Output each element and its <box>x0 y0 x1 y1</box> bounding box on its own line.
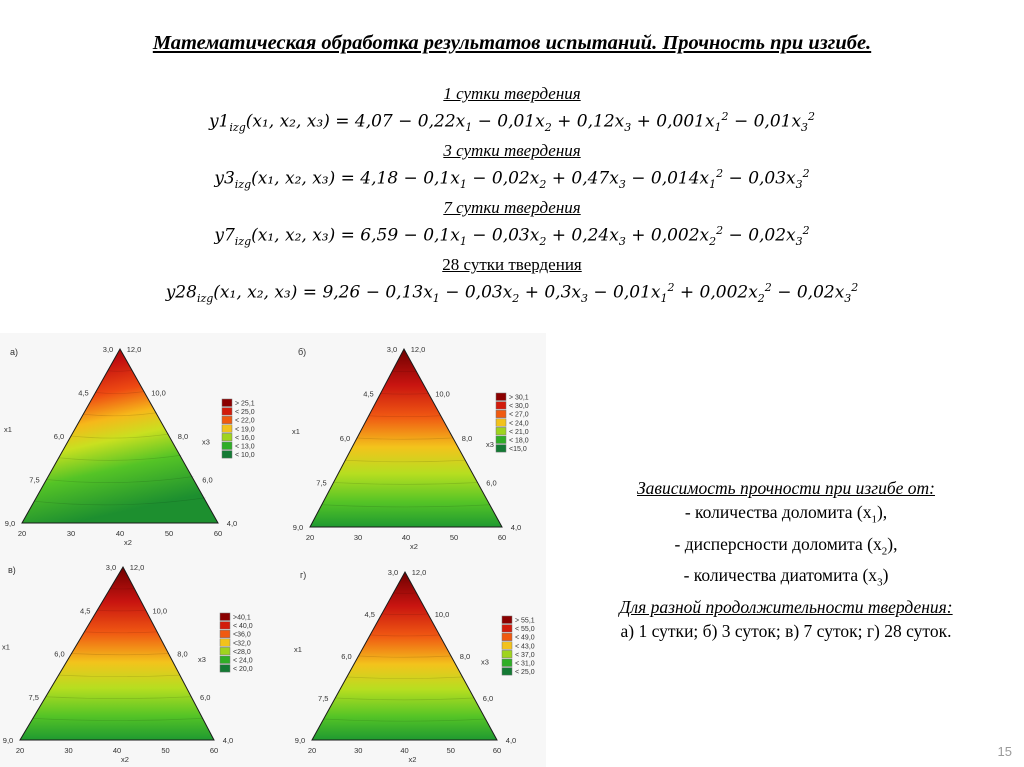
equation-term: 4,18 <box>360 168 399 189</box>
legend-swatch <box>502 659 512 667</box>
legend-swatch <box>222 442 232 450</box>
term-subscript: 3 <box>795 235 803 249</box>
bottom-axis-tick: 60 <box>492 746 502 755</box>
legend-swatch <box>222 425 232 433</box>
left-axis-tick: 9,0 <box>4 519 16 528</box>
legend-label: < 10,0 <box>235 452 255 460</box>
caption-line-2: - количества доломита $(x_1)$, <box>684 502 888 526</box>
equation-term: − 0,02x <box>466 168 540 189</box>
legend-label: < 20,0 <box>233 666 253 674</box>
term-exponent: 2 <box>721 110 729 123</box>
caption-line-5: Для разной продолжительности твердения: <box>619 596 953 617</box>
equation-term: − 0,03x <box>439 282 513 303</box>
term-subscript: 3 <box>624 121 632 135</box>
x1-axis-label: x1 <box>4 425 12 434</box>
right-axis-tick: 6,0 <box>202 475 213 485</box>
term-exponent: 2 <box>802 224 810 238</box>
equation-heading: 28 сутки твердения <box>442 255 582 275</box>
equation-arguments: (x₁, x₂, x₃) = <box>251 168 361 189</box>
term-subscript: 3 <box>801 121 809 135</box>
right-axis-tick: 10,0 <box>435 389 450 399</box>
equation-term: + 0,002x <box>674 282 758 303</box>
right-axis-tick: 8,0 <box>177 649 188 659</box>
figure-label: б) <box>298 347 307 357</box>
ternary-plots-panel <box>0 333 546 767</box>
bottom-axis-tick: 20 <box>15 746 25 755</box>
legend-swatch <box>496 436 506 444</box>
equation-term: − 0,03x <box>466 225 540 246</box>
right-axis-tick: 8,0 <box>459 652 471 661</box>
legend-label: < 43,0 <box>515 643 535 651</box>
regression-equation <box>0 104 1024 141</box>
left-axis-tick: 7,5 <box>28 692 39 702</box>
bottom-axis-tick: 30 <box>66 529 76 538</box>
legend-swatch <box>496 427 506 435</box>
legend-label: < 27,0 <box>509 411 529 419</box>
left-axis-tick: 4,5 <box>363 389 374 399</box>
bottom-axis-tick: 50 <box>446 746 455 755</box>
legend-swatch <box>496 445 506 453</box>
equation-subscript: izg <box>234 178 252 192</box>
right-axis-tick: 12,0 <box>411 568 427 577</box>
legend-label: < 19,0 <box>235 426 255 434</box>
left-axis-tick: 4,5 <box>78 388 89 398</box>
legend-label: < 18,0 <box>509 437 529 445</box>
right-axis-tick: 10,0 <box>151 388 166 398</box>
caption-line-4: - количества диатомита $(x_3)$ <box>683 565 889 589</box>
legend-label: < 21,0 <box>509 428 529 436</box>
legend-swatch <box>222 408 232 416</box>
equation-term: + 0,3x <box>519 282 581 303</box>
x2-axis-label: x2 <box>124 538 132 547</box>
term-subscript: 3 <box>618 178 626 192</box>
legend-swatch <box>502 650 512 658</box>
equation-term: + 0,47x <box>546 168 619 189</box>
bottom-axis-tick: 60 <box>209 746 219 755</box>
legend-label: > 55,1 <box>515 617 535 625</box>
term-subscript: 3 <box>618 235 626 249</box>
equation-term: 4,07 <box>354 111 393 132</box>
term-subscript: 1 <box>459 235 467 249</box>
right-axis-tick: 6,0 <box>482 694 494 703</box>
figure-label: а) <box>10 347 19 357</box>
x1-axis-label: x1 <box>2 642 10 652</box>
equation-lhs: y1 <box>208 111 230 132</box>
left-axis-tick: 6,0 <box>339 434 351 443</box>
equation-subscript: izg <box>229 121 246 135</box>
legend-swatch <box>502 642 512 650</box>
left-axis-tick: 6,0 <box>53 432 65 441</box>
equation-term: + 0,001x <box>631 111 715 132</box>
right-axis-tick: 12,0 <box>410 345 426 354</box>
term-subscript: 1 <box>660 292 668 306</box>
bottom-axis-tick: 40 <box>112 746 122 755</box>
legend-swatch <box>222 433 232 441</box>
regression-equation <box>0 161 1024 198</box>
bottom-axis-tick: 30 <box>64 746 73 755</box>
equation-heading: 7 сутки твердения <box>443 198 581 218</box>
x3-axis-label: x3 <box>198 655 206 665</box>
equation-term: − 0,01x <box>728 111 802 132</box>
equation-term: − 0,13x <box>360 282 433 303</box>
equation-term: + 0,002x <box>625 225 710 246</box>
legend-swatch <box>220 665 230 673</box>
legend-label: <36,0 <box>233 631 251 639</box>
left-axis-tick: 4,5 <box>364 610 375 619</box>
equation-term: − 0,1x <box>398 168 460 189</box>
equation-heading: 1 сутки твердения <box>443 84 581 103</box>
legend-swatch <box>496 419 506 427</box>
term-subscript: 1 <box>709 178 717 192</box>
x3-axis-label: x3 <box>481 657 489 667</box>
right-axis-tick: 10,0 <box>152 606 168 616</box>
legend-label: <28,0 <box>233 648 251 656</box>
equation-term: + 0,24x <box>546 225 619 246</box>
legend-label: < 13,0 <box>235 443 255 451</box>
legend-label: <15,0 <box>509 446 527 454</box>
equation-term: − 0,02x <box>771 282 845 303</box>
regression-equations <box>0 84 1024 312</box>
legend-label: < 24,0 <box>233 657 253 665</box>
equation-term: − 0,02x <box>723 225 796 246</box>
legend-swatch <box>220 630 230 638</box>
term-subscript: 2 <box>544 121 552 135</box>
equation-subscript: izg <box>196 292 214 306</box>
legend-label: <32,0 <box>233 640 251 648</box>
legend-label: < 25,0 <box>235 409 255 417</box>
term-subscript: 2 <box>757 292 765 306</box>
term-exponent: 2 <box>808 110 816 123</box>
legend-label: > 30,1 <box>509 394 529 402</box>
equation-term: − 0,01x <box>472 111 545 132</box>
right-axis-tick: 12,0 <box>126 345 142 354</box>
left-axis-tick: 6,0 <box>54 649 65 659</box>
right-axis-tick: 8,0 <box>177 432 189 441</box>
legend-label: < 25,0 <box>515 669 535 677</box>
left-axis-tick: 9,0 <box>292 523 304 532</box>
ternary-triangle <box>22 349 218 523</box>
legend-swatch <box>222 451 232 459</box>
equation-term: 6,59 <box>360 225 399 246</box>
left-axis-tick: 7,5 <box>318 694 329 703</box>
equation-arguments: (x₁, x₂, x₃) = <box>245 111 355 132</box>
bottom-axis-tick: 60 <box>213 529 223 538</box>
term-exponent: 2 <box>716 167 724 181</box>
left-axis-tick: 4,5 <box>80 606 91 616</box>
x1-axis-label: x1 <box>294 645 302 654</box>
equation-term: − 0,01x <box>587 282 661 303</box>
equation-term: − 0,22x <box>392 111 466 132</box>
right-axis-tick: 10,0 <box>434 610 450 619</box>
legend-label: < 31,0 <box>515 660 535 668</box>
legend-label: > 25,1 <box>235 400 255 408</box>
bottom-axis-tick: 50 <box>161 746 170 755</box>
caption-line-1: Зависимость прочности при изгибе от: <box>637 478 935 498</box>
ternary-plots-figure <box>0 333 546 767</box>
left-axis-tick: 6,0 <box>341 652 352 661</box>
equation-term: − 0,03x <box>723 168 796 189</box>
equation-term: − 0,1x <box>398 225 460 246</box>
left-axis-tick: 9,0 <box>294 736 306 745</box>
equation-lhs: y3 <box>214 168 235 189</box>
right-axis-tick: 6,0 <box>486 478 497 488</box>
term-subscript: 1 <box>465 121 473 135</box>
legend-swatch <box>222 416 232 424</box>
bottom-axis-tick: 60 <box>497 533 507 542</box>
term-exponent: 2 <box>716 224 724 238</box>
equation-subscript: izg <box>234 235 252 249</box>
equation-lhs: y7 <box>214 225 235 246</box>
legend-label: < 49,0 <box>515 634 535 642</box>
legend-swatch <box>220 647 230 655</box>
page-number: 15 <box>997 744 1012 759</box>
term-subscript: 2 <box>539 178 547 192</box>
right-axis-tick: 4,0 <box>505 736 517 745</box>
caption-line-6: а) 1 сутки; б) 3 суток; в) 7 суток; г) 28 суток. <box>620 620 952 641</box>
legend-label: < 55,0 <box>515 626 535 634</box>
equation-lhs: y28 <box>165 282 197 303</box>
x2-axis-label: x2 <box>408 755 417 764</box>
term-subscript: 1 <box>432 292 440 306</box>
bottom-axis-tick: 40 <box>400 746 409 755</box>
x3-axis-label: x3 <box>202 437 210 447</box>
left-axis-tick: 3,0 <box>387 568 399 577</box>
equation-arguments: (x₁, x₂, x₃) = <box>251 225 361 246</box>
term-exponent: 2 <box>851 281 859 295</box>
bottom-axis-tick: 40 <box>401 533 411 542</box>
x1-axis-label: x1 <box>292 427 300 436</box>
term-subscript: 2 <box>512 292 520 306</box>
term-subscript: 2 <box>539 235 547 249</box>
regression-equation <box>0 218 1024 255</box>
term-exponent: 2 <box>802 167 810 181</box>
left-axis-tick: 3,0 <box>102 345 114 354</box>
legend-swatch <box>502 633 512 641</box>
term-exponent: 2 <box>667 281 675 295</box>
legend-swatch <box>496 393 506 401</box>
term-subscript: 1 <box>459 178 467 192</box>
legend-swatch <box>220 622 230 630</box>
left-axis-tick: 7,5 <box>29 475 40 485</box>
right-axis-tick: 6,0 <box>200 692 211 702</box>
equation-arguments: (x₁, x₂, x₃) = <box>213 282 323 303</box>
regression-equation <box>0 275 1024 312</box>
figure-label: г) <box>300 570 307 580</box>
term-subscript: 3 <box>580 292 588 306</box>
legend-label: < 22,0 <box>235 417 255 425</box>
equation-term: − 0,014x <box>625 168 710 189</box>
right-axis-tick: 8,0 <box>461 434 473 443</box>
legend-label: < 24,0 <box>509 420 529 428</box>
bottom-axis-tick: 50 <box>164 529 174 538</box>
legend-swatch <box>220 656 230 664</box>
legend-swatch <box>502 625 512 633</box>
slide-title: Математическая обработка результатов испытаний. Прочность при изгибе. <box>152 32 872 54</box>
legend-swatch <box>220 613 230 621</box>
right-axis-tick: 4,0 <box>510 523 522 532</box>
bottom-axis-tick: 20 <box>305 533 315 542</box>
legend-label: < 40,0 <box>233 623 253 631</box>
bottom-axis-tick: 20 <box>307 746 317 755</box>
figure-caption <box>548 476 1024 643</box>
left-axis-tick: 9,0 <box>2 736 14 745</box>
right-axis-tick: 12,0 <box>129 563 145 572</box>
equation-term: + 0,12x <box>551 111 625 132</box>
legend-swatch <box>220 639 230 647</box>
legend-swatch <box>496 410 506 418</box>
right-axis-tick: 4,0 <box>222 736 234 745</box>
caption-line-3: - дисперсности доломита $(x_2)$, <box>674 533 898 557</box>
bottom-axis-tick: 40 <box>115 529 125 538</box>
legend-swatch <box>222 399 232 407</box>
bottom-axis-tick: 50 <box>449 533 459 542</box>
left-axis-tick: 3,0 <box>105 563 117 572</box>
bottom-axis-tick: 30 <box>353 533 363 542</box>
term-subscript: 2 <box>709 235 717 249</box>
figure-label: в) <box>8 565 16 575</box>
legend-swatch <box>502 616 512 624</box>
legend-label: < 16,0 <box>235 434 255 442</box>
left-axis-tick: 7,5 <box>316 478 327 488</box>
legend-label: < 30,0 <box>509 403 529 411</box>
term-subscript: 1 <box>714 121 722 135</box>
right-axis-tick: 4,0 <box>226 519 238 528</box>
term-subscript: 3 <box>844 292 852 306</box>
bottom-axis-tick: 30 <box>354 746 363 755</box>
x2-axis-label: x2 <box>410 542 418 551</box>
term-exponent: 2 <box>764 281 772 295</box>
equation-term: 9,26 <box>322 282 361 303</box>
x2-axis-label: x2 <box>121 755 129 764</box>
legend-label: < 37,0 <box>515 651 535 659</box>
x3-axis-label: x3 <box>486 439 494 449</box>
term-subscript: 3 <box>795 178 803 192</box>
equation-heading: 3 сутки твердения <box>443 141 581 161</box>
left-axis-tick: 3,0 <box>386 345 398 354</box>
legend-swatch <box>496 402 506 410</box>
bottom-axis-tick: 20 <box>17 529 27 538</box>
legend-label: >40,1 <box>233 614 251 622</box>
legend-swatch <box>502 668 512 676</box>
